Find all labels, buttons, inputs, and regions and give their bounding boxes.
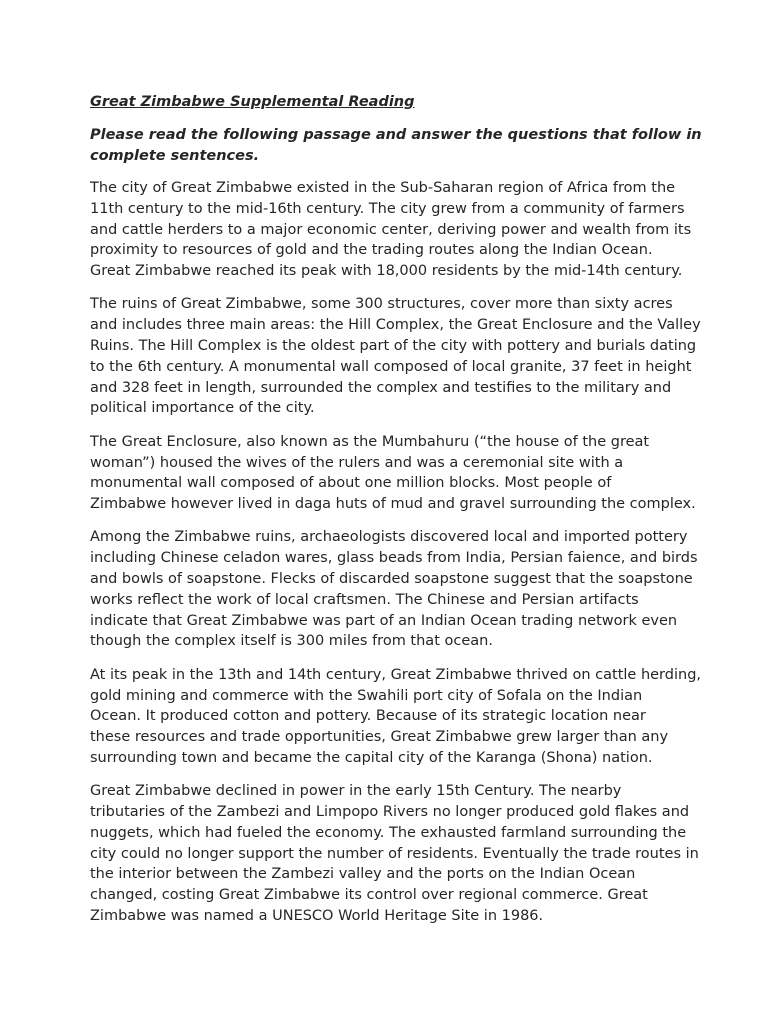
paragraph-line: city could no longer support the number of residents. Eventually the trade routes in bbox=[90, 845, 699, 862]
paragraph-line: the interior between the Zambezi valley and the ports on the Indian Ocean bbox=[90, 866, 636, 883]
paragraph-line: Ocean. It produced cotton and pottery. Because of its strategic location near bbox=[90, 708, 646, 725]
paragraph-line: woman”) housed the wives of the rulers and was a ceremonial site with a bbox=[90, 454, 624, 471]
paragraph-line: and bowls of soapstone. Flecks of discarded soapstone suggest that the soapstone bbox=[90, 571, 693, 588]
paragraph-line: works reflect the work of local craftsmen. The Chinese and Persian artifacts bbox=[90, 591, 639, 608]
paragraph-line: Zimbabwe however lived in daga huts of mud and gravel surrounding the complex. bbox=[90, 496, 696, 513]
paragraph-line: The city of Great Zimbabwe existed in the Sub-Saharan region of Africa from the bbox=[90, 180, 676, 196]
paragraph-line: and 328 feet in length, surrounded the complex and testifies to the military and bbox=[90, 379, 672, 396]
paragraph-line: The ruins of Great Zimbabwe, some 300 structures, cover more than sixty acres bbox=[90, 296, 673, 313]
paragraph-line: though the complex itself is 300 miles from that ocean. bbox=[90, 633, 493, 650]
paragraph-line: monumental wall composed of about one million blocks. Most people of bbox=[90, 475, 612, 492]
paragraph-3 bbox=[90, 432, 696, 515]
paragraph-5 bbox=[90, 665, 702, 769]
paragraph-line: political importance of the city. bbox=[90, 400, 315, 417]
paragraph-line: including Chinese celadon wares, glass beads from India, Persian faience, and birds bbox=[90, 550, 698, 567]
paragraph-1 bbox=[90, 178, 690, 282]
paragraph-line: and cattle herders to a major economic center, deriving power and wealth from its bbox=[90, 221, 692, 238]
paragraph-line: these resources and trade opportunities, Great Zimbabwe grew larger than any bbox=[90, 729, 669, 746]
paragraph-line: indicate that Great Zimbabwe was part of an Indian Ocean trading network even bbox=[90, 612, 678, 629]
paragraph-line: Great Zimbabwe reached its peak with 18,000 residents by the mid-14th century. bbox=[90, 263, 683, 280]
paragraph-4 bbox=[90, 527, 698, 652]
paragraph-line: Among the Zimbabwe ruins, archaeologists discovered local and imported pottery bbox=[90, 529, 688, 546]
paragraph-line: The Great Enclosure, also known as the Mumbahuru (“the house of the great bbox=[90, 433, 650, 450]
paragraph-line: nuggets, which had fueled the economy. The exhausted farmland surrounding the bbox=[90, 824, 687, 841]
instructions-line: Please read the following passage and answer the questions that follow in bbox=[90, 127, 702, 143]
paragraph-line: changed, costing Great Zimbabwe its control over regional commerce. Great bbox=[90, 887, 648, 904]
paragraph-line: Ruins. The Hill Complex is the oldest part of the city with pottery and burials dating bbox=[90, 338, 697, 355]
paragraph-line: At its peak in the 13th and 14th century, Great Zimbabwe thrived on cattle herding, bbox=[90, 666, 702, 683]
paragraph-line: Great Zimbabwe declined in power in the early 15th Century. The nearby bbox=[90, 783, 622, 800]
paragraph-6 bbox=[90, 781, 699, 927]
instructions-line: complete sentences. bbox=[90, 147, 260, 164]
instructions bbox=[90, 125, 702, 166]
paragraph-line: and includes three main areas: the Hill Complex, the Great Enclosure and the Valley bbox=[90, 317, 701, 334]
paragraph-line: tributaries of the Zambezi and Limpopo Rivers no longer produced gold flakes and bbox=[90, 804, 690, 821]
document-title: Great Zimbabwe Supplemental Reading bbox=[90, 94, 415, 110]
paragraph-2 bbox=[90, 294, 701, 419]
paragraph-line: surrounding town and became the capital city of the Karanga (Shona) nation. bbox=[90, 749, 653, 766]
paragraph-line: gold mining and commerce with the Swahili port city of Sofala on the Indian bbox=[90, 687, 643, 704]
paragraph-line: Zimbabwe was named a UNESCO World Heritage Site in 1986. bbox=[90, 908, 544, 924]
paragraph-line: to the 6th century. A monumental wall composed of local granite, 37 feet in height bbox=[90, 358, 692, 375]
paragraph-line: proximity to resources of gold and the trading routes along the Indian Ocean. bbox=[90, 242, 653, 259]
paragraph-line: 11th century to the mid-16th century. The city grew from a community of farmers bbox=[90, 200, 685, 217]
document-page bbox=[90, 92, 702, 939]
